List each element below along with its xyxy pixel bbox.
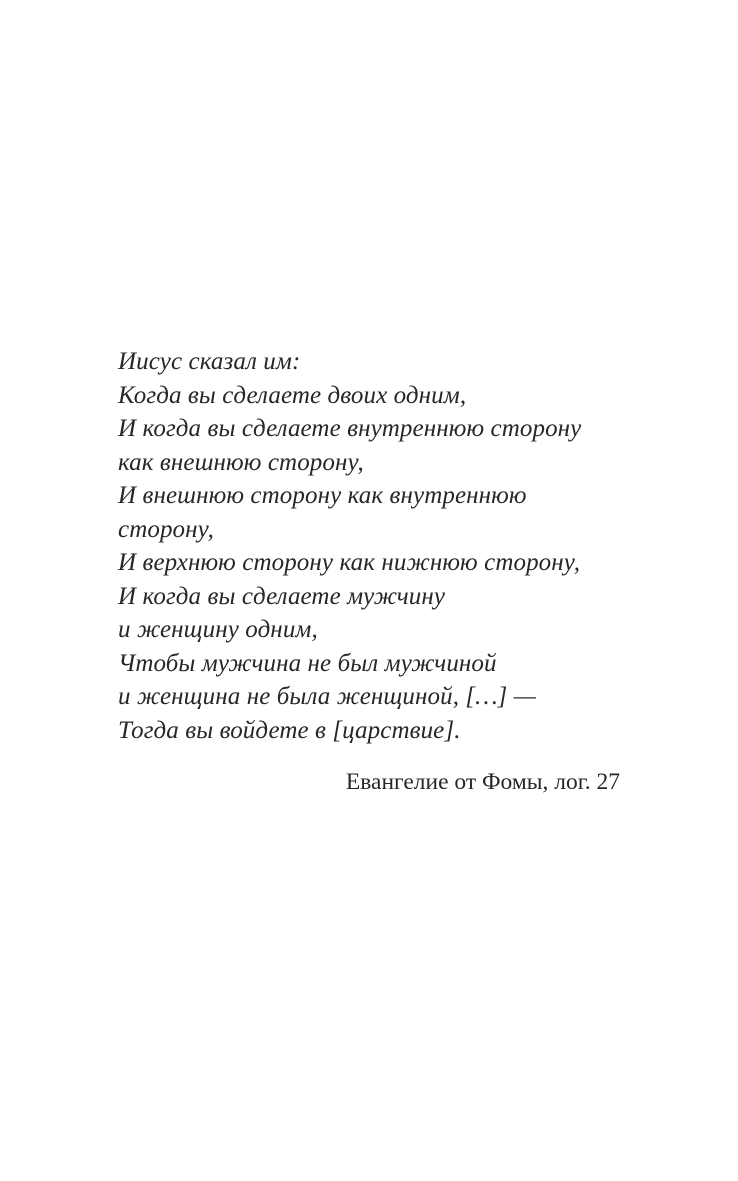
epigraph-line: И внешнюю сторону как внутреннюю <box>118 482 527 509</box>
epigraph-line: и женщину одним, <box>118 616 318 643</box>
epigraph-line: И когда вы сделаете мужчину <box>118 582 446 610</box>
epigraph-lines <box>118 345 620 747</box>
epigraph-line: Иисус сказал им: <box>118 348 301 375</box>
epigraph-line: как внешнюю сторону, <box>118 448 364 476</box>
epigraph-line: И верхнюю сторону как нижнюю сторону, <box>118 549 581 576</box>
epigraph-line: сторону, <box>118 515 214 543</box>
epigraph-line: и женщина не была женщиной, […] — <box>118 683 537 710</box>
epigraph <box>118 345 620 800</box>
epigraph-line: И когда вы сделаете внутреннюю сторону <box>118 415 582 442</box>
epigraph-attribution: Евангелие от Фомы, лог. 27 <box>345 769 620 795</box>
epigraph-line: Чтобы мужчина не был мужчиной <box>118 649 497 677</box>
epigraph-line: Тогда вы войдете в [царствие]. <box>118 716 461 744</box>
epigraph-line: Когда вы сделаете двоих одним, <box>118 381 467 409</box>
